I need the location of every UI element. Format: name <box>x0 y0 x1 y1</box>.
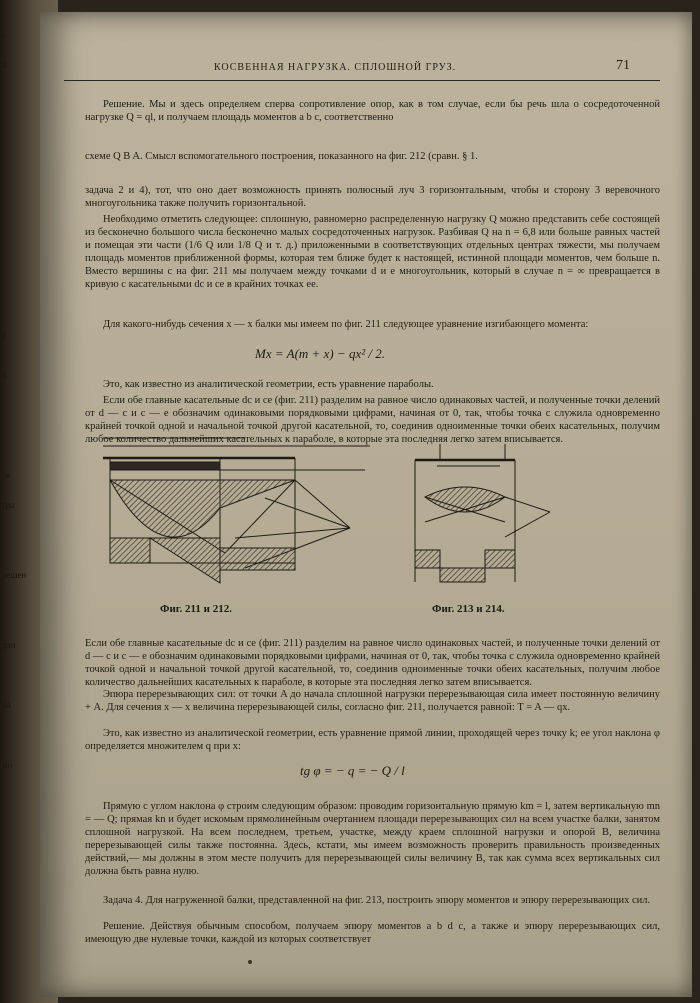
paragraph-task-4: Задача 4. Для нагруженной балки, представленной на фиг. 213, построить эпюру моментов и эпюру перерезывающих сил. <box>103 895 651 906</box>
paragraph-section-moment: Для какого-нибудь сечения x — x балки мы имеем по фиг. 211 следующее уравнение изгибающего момента: <box>103 319 589 330</box>
paragraph-tangents: Если обе главные касательные dc и ce (фиг. 211) разделим на равное число одинаковых частей, и полученные точки делений от d — c и c — e обозначим одинаковыми порядковыми цифрами, начиная от 0, так, чтобы точка c служила одновременно крайней точкой одной и начальной точкой другой касательной, то, соединив одноименные точки обеих касательных, получим любое количество дальнейших касательных к параболе, в которые эта последняя легко затем вписывается. <box>85 395 660 445</box>
spine-fragment: решен <box>2 570 27 580</box>
page-mark <box>248 960 252 964</box>
paragraph-scheme: схеме Q B A. Смысл вспомогательного построения, показанного на фиг. 212 (сравн. § 1. <box>85 151 478 162</box>
spine-fragment: п <box>2 60 7 70</box>
paragraph-solution-4: Решение. Действуя обычным способом, получаем эпюру моментов a b d c, а также и эпюру перерезывающих сил, имеющую две нулевые точки, каждой из которых соответствует <box>85 921 660 945</box>
paragraph-construction: Прямую с углом наклона φ строим следующим образом: проводим горизонтальную прямую km = l, затем вертикальную mn = — Q; прямая kn и будет искомым прямолинейным очертанием площади перерезывающих сил на всем участке балки, занятом сплошной нагрузкой. На всем последнем, третьем, участке, между краем сплошной нагрузки и опорой B, величина перерезывающей силы также постоянна. Здесь, кстати, мы имеем возможность проверить правильность произведенных действий,— мы должны в этом месте получить для перерезывающей силы величину B, так как сумма всех вертикальных сил должна быть равна нулю. <box>85 801 660 877</box>
formula-moment: Mx = A(m + x) − qx² / 2. <box>255 346 385 361</box>
spine-fragment: с <box>2 330 6 340</box>
spine-fragment: Е <box>2 370 8 380</box>
paragraph-solution: Решение. Мы и здесь определяем сперва сопротивление опор, как в том случае, если бы речь шла о сосредоточенной нагрузке Q = ql, и получаем площадь моментов a b c, соответственно <box>85 99 660 123</box>
paragraph-shear-diagram: Эпюра перерезывающих сил: от точки A до начала сплошной нагрузки перерезывающая сила имеет постоянную величину + A. Для сечения x — x величина перерезывающей силы, согласно фиг. 211, получается равной: T = A — qx. <box>85 689 660 713</box>
spine-fragment: с <box>2 30 6 40</box>
figure-213-214 <box>405 442 565 597</box>
spine-fragment: ре <box>2 470 11 480</box>
figure-caption-right: Фиг. 213 и 214. <box>432 603 505 615</box>
paragraph-straight-line: Это, как известно из аналитической геометрии, есть уравнение прямой линии, проходящей через точку k; ее угол наклона φ определяется множителем q при x: <box>85 728 660 752</box>
formula-slope: tg φ = − q = − Q / l <box>300 763 405 778</box>
spine-fragment: гра <box>2 500 15 510</box>
spine-fragment: дан <box>2 640 16 650</box>
spine-fragment: мо <box>2 760 13 770</box>
paragraph-distributed-load: Необходимо отметить следующее: сплошную, равномерно распределенную нагрузку Q можно представить себе состоящей из бесконечно большого числа бесконечно малых сосредоточенных нагрузок. Разбивая Q на n = 6,8 или больше равных частей и помещая эти части (1/6 Q или 1/8 Q и т. д.) приложенными в соответствующих отдельных центрах тяжести, мы получаем площадь моментов приближенной формы, которая тем ближе будет к настоящей, истинной площади моментов, чем больше n. Вместо вершины c на фиг. 211 мы получаем между точками d и e многоугольник, который в случае n = ∞ превращается в кривую с касательными dc и ce в крайних точках ее. <box>85 214 660 290</box>
paragraph-task-ref: задача 2 и 4), тот, что оно дает возможность принять полюсный луч 3 горизонтальным, чтобы и сторону 3 веревочного многоугольника также получить горизонтальной. <box>85 185 660 209</box>
spine-fragment: на <box>2 700 11 710</box>
figure-caption-left: Фиг. 211 и 212. <box>160 603 233 615</box>
paragraph-parabola: Это, как известно из аналитической геометрии, есть уравнение параболы. <box>103 379 434 390</box>
paragraph-tangents-continued: Если обе главные касательные dc и ce (фиг. 211) разделим на равное число одинаковых частей, и полученные точки делений от d — c и c — e обозначим одинаковыми порядковыми цифрами, начиная от 0, так, чтобы точка c служила одновременно крайней точкой одной и начальной точкой другой касательной, то, соединив одноименные точки обеих касательных, получим любое количество дальнейших касательных к параболе, в которые эта последняя легко затем вписывается. <box>85 638 660 688</box>
running-title: КОСВЕННАЯ НАГРУЗКА. СПЛОШНОЙ ГРУЗ. <box>214 62 457 73</box>
running-header <box>64 58 660 81</box>
page-number: 71 <box>616 58 630 73</box>
figure-211-212 <box>95 428 380 603</box>
